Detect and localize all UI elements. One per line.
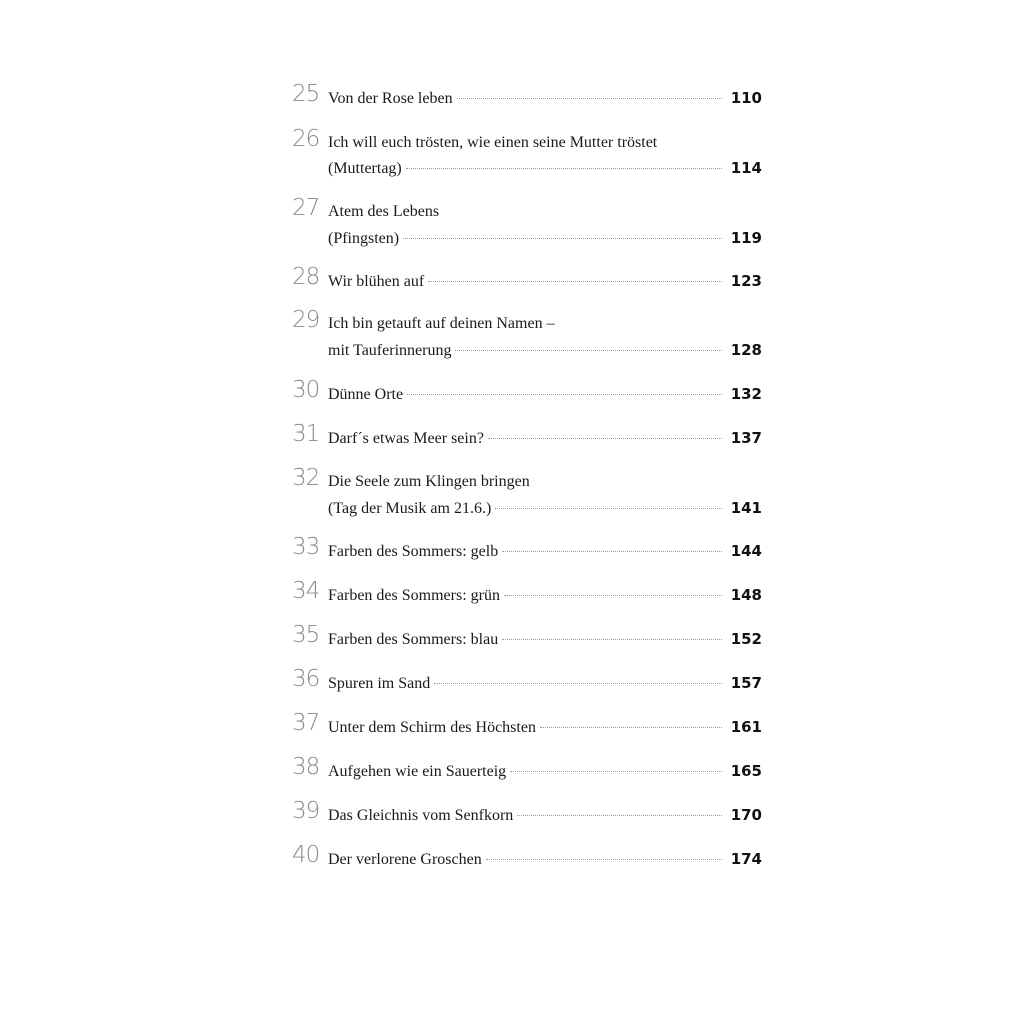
page-number: 137 (730, 429, 762, 447)
chapter-title-line: Ich bin getauft auf deinen Namen – (328, 315, 555, 332)
chapter-number: 29 (292, 307, 320, 333)
page-number: 148 (730, 586, 762, 604)
chapter-title: Von der Rose leben (328, 90, 453, 107)
page-number: 132 (730, 385, 762, 403)
chapter-number: 32 (292, 465, 320, 491)
chapter-number: 31 (292, 421, 320, 447)
toc-entry-line (328, 847, 762, 871)
toc-entry-line (328, 382, 762, 406)
chapter-title-line: Atem des Lebens (328, 203, 440, 220)
chapter-title: Farben des Sommers: grün (328, 587, 500, 604)
chapter-number: 38 (292, 754, 320, 780)
chapter-title: (Tag der Musik am 21.6.) (328, 500, 492, 517)
dot-leader (455, 349, 722, 351)
chapter-title: Darf´s etwas Meer sein? (328, 430, 484, 447)
page-number: 114 (730, 159, 762, 177)
chapter-title-line: Ich will euch trösten, wie einen seine Mutter tröstet (328, 134, 658, 151)
toc-entry-line (328, 627, 762, 651)
page-number: 119 (730, 229, 762, 247)
chapter-number: 30 (292, 377, 320, 403)
dot-leader (504, 594, 722, 596)
toc-entry-line (328, 269, 762, 293)
toc-entry-line (328, 338, 762, 362)
page-number: 123 (730, 272, 762, 290)
dot-leader (406, 167, 722, 169)
chapter-title: Unter dem Schirm des Höchsten (328, 719, 536, 736)
dot-leader (517, 814, 722, 816)
chapter-number: 28 (292, 264, 320, 290)
chapter-title: Spuren im Sand (328, 675, 431, 692)
chapter-title: mit Tauferinnerung (328, 342, 452, 359)
dot-leader (495, 507, 722, 509)
dot-leader (434, 682, 722, 684)
dot-leader (488, 437, 722, 439)
toc-entry-line (328, 86, 762, 110)
chapter-number: 39 (292, 798, 320, 824)
chapter-title: (Pfingsten) (328, 230, 400, 247)
page-number: 110 (730, 89, 762, 107)
chapter-number: 40 (292, 842, 320, 868)
chapter-title: Farben des Sommers: gelb (328, 543, 499, 560)
page-number: 144 (730, 542, 762, 560)
dot-leader (540, 726, 722, 728)
dot-leader (510, 770, 722, 772)
toc-entry-line (328, 803, 762, 827)
chapter-title: Wir blühen auf (328, 273, 425, 290)
toc-entry-line (328, 583, 762, 607)
page-number: 161 (730, 718, 762, 736)
toc-entry-line (328, 715, 762, 739)
chapter-title: Farben des Sommers: blau (328, 631, 499, 648)
page-number: 157 (730, 674, 762, 692)
page-number: 141 (730, 499, 762, 517)
toc-entry-line (328, 671, 762, 695)
dot-leader (502, 550, 722, 552)
toc-entry-line (328, 426, 762, 450)
chapter-number: 25 (292, 81, 320, 107)
page-number: 170 (730, 806, 762, 824)
toc-entry-line (328, 759, 762, 783)
page-number: 128 (730, 341, 762, 359)
toc-entry-line (328, 226, 762, 250)
chapter-number: 37 (292, 710, 320, 736)
dot-leader (486, 858, 722, 860)
toc-entry-line (328, 496, 762, 520)
chapter-title: (Muttertag) (328, 160, 402, 177)
chapter-number: 34 (292, 578, 320, 604)
dot-leader (407, 393, 722, 395)
dot-leader (403, 237, 722, 239)
dot-leader (457, 97, 722, 99)
chapter-number: 35 (292, 622, 320, 648)
page-number: 165 (730, 762, 762, 780)
dot-leader (502, 638, 722, 640)
chapter-title: Aufgehen wie ein Sauerteig (328, 763, 507, 780)
chapter-number: 36 (292, 666, 320, 692)
toc-entry-line (328, 156, 762, 180)
dot-leader (428, 280, 722, 282)
chapter-title: Das Gleichnis vom Senfkorn (328, 807, 514, 824)
toc-entry-line (328, 539, 762, 563)
page-number: 152 (730, 630, 762, 648)
chapter-number: 33 (292, 534, 320, 560)
chapter-title: Dünne Orte (328, 386, 404, 403)
chapter-title: Der verlorene Groschen (328, 851, 482, 868)
page-number: 174 (730, 850, 762, 868)
chapter-number: 27 (292, 195, 320, 221)
chapter-number: 26 (292, 126, 320, 152)
chapter-title-line: Die Seele zum Klingen bringen (328, 473, 530, 490)
